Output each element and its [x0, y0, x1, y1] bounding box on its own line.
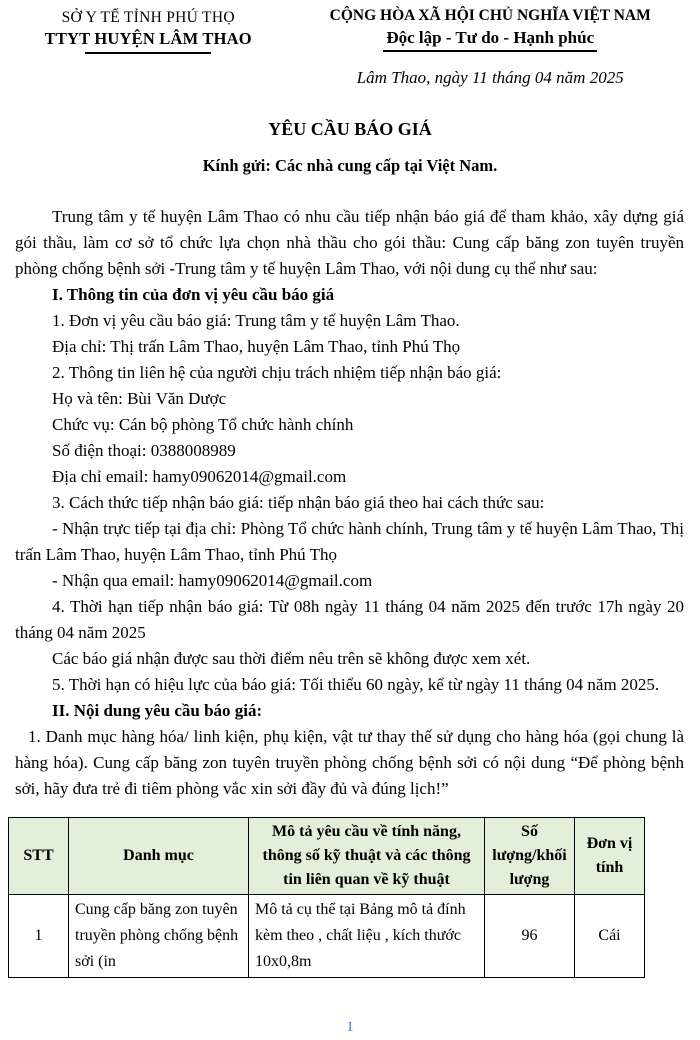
salutation-line: Kính gửi: Các nhà cung cấp tại Việt Nam.	[202, 156, 498, 175]
issuing-org-block	[8, 5, 288, 89]
receive-direct-line: - Nhận trực tiếp tại địa chỉ: Phòng Tổ chức hành chính, Trung tâm y tế huyện Lâm Thao, Thị trấn Lâm Thao, huyện Lâm Thao, tỉnh Phú Thọ	[15, 519, 684, 564]
contact-position-line: Chức vụ: Cán bộ phòng Tổ chức hành chính	[52, 415, 354, 434]
table-row	[9, 895, 645, 978]
cell-stt: 1	[9, 895, 69, 978]
document-header	[0, 0, 700, 89]
late-quotes-note: Các báo giá nhận được sau thời điểm nêu trên sẽ không được xem xét.	[52, 649, 531, 668]
org-name-underline	[85, 52, 211, 54]
national-title: CỘNG HÒA XÃ HỘI CHỦ NGHĨA VIỆT NAM	[329, 7, 651, 24]
validity-line: 5. Thời hạn có hiệu lực của báo giá: Tối thiểu 60 ngày, kể từ ngày 11 tháng 04 năm 2025.	[52, 675, 660, 694]
receive-email-line: - Nhận qua email: hamy09062014@gmail.com	[52, 571, 373, 590]
section-2-heading: II. Nội dung yêu cầu báo giá:	[52, 701, 263, 720]
header-cell-stt: STT	[9, 818, 69, 895]
cell-danh-muc: Cung cấp băng zon tuyên truyền phòng chống bệnh sởi (in	[69, 895, 249, 978]
address-line: Địa chỉ: Thị trấn Lâm Thao, huyện Lâm Thao, tỉnh Phú Thọ	[52, 337, 461, 356]
date-line: Lâm Thao, ngày 11 tháng 04 năm 2025	[356, 68, 624, 87]
contact-email-line: Địa chỉ email: hamy09062014@gmail.com	[52, 467, 347, 486]
contact-name-line: Họ và tên: Bùi Văn Dược	[52, 389, 227, 408]
quote-table-wrap	[8, 817, 700, 978]
contact-info-heading: 2. Thông tin liên hệ của người chịu trách nhiệm tiếp nhận báo giá:	[52, 363, 502, 382]
header-cell-don-vi: Đơn vị tính	[575, 818, 645, 895]
org-name: TTYT HUYỆN LÂM THAO	[44, 29, 252, 48]
goods-list-paragraph: 1. Danh mục hàng hóa/ linh kiện, phụ kiện, vật tư thay thế sử dụng cho hàng hóa (gọi chung là hàng hóa). Cung cấp băng zon tuyên truyền phòng chống bệnh sởi có nội dung “Để phòng bệnh sởi, hãy đưa trẻ đi tiêm phòng vắc xin sởi đầy đủ và đúng lịch!”	[15, 727, 684, 798]
quote-table	[8, 817, 645, 978]
section-1-heading: I. Thông tin của đơn vị yêu cầu báo giá	[52, 285, 335, 304]
national-motto-block	[288, 5, 692, 89]
header-cell-danh-muc: Danh mục	[69, 818, 249, 895]
national-motto-wrap	[288, 26, 692, 52]
cell-mo-ta: Mô tả cụ thể tại Bảng mô tả đính kèm theo , chất liệu , kích thước 10x0,8m	[249, 895, 485, 978]
receive-method-heading: 3. Cách thức tiếp nhận báo giá: tiếp nhận báo giá theo hai cách thức sau:	[52, 493, 545, 512]
deadline-line: 4. Thời hạn tiếp nhận báo giá: Từ 08h ngày 11 tháng 04 năm 2025 đến trước 17h ngày 20 tháng 04 năm 2025	[15, 597, 684, 642]
page-title: YÊU CẦU BÁO GIÁ	[268, 119, 432, 139]
page-number: 1	[346, 1019, 354, 1035]
intro-paragraph: Trung tâm y tế huyện Lâm Thao có nhu cầu tiếp nhận báo giá để tham khảo, xây dựng giá gói thầu, làm cơ sở tổ chức lựa chọn nhà thầu cho gói thầu: Cung cấp băng zon tuyên truyền phòng chống bệnh sởi -Trung tâm y tế huyện Lâm Thao, với nội dung cụ thể như sau:	[15, 207, 684, 278]
contact-phone-line: Số điện thoại: 0388008989	[52, 441, 236, 460]
header-cell-mo-ta: Mô tả yêu cầu về tính năng, thông số kỹ thuật và các thông tin liên quan về kỹ thuật	[249, 818, 485, 895]
cell-so-luong: 96	[485, 895, 575, 978]
header-cell-so-luong: Số lượng/khối lượng	[485, 818, 575, 895]
document-body	[0, 204, 700, 802]
table-header-row	[9, 818, 645, 895]
org-parent-name: SỞ Y TẾ TỈNH PHÚ THỌ	[61, 9, 235, 26]
cell-don-vi: Cái	[575, 895, 645, 978]
national-motto: Độc lập - Tư do - Hạnh phúc	[383, 26, 597, 52]
requesting-unit-line: 1. Đơn vị yêu cầu báo giá: Trung tâm y tế huyện Lâm Thao.	[52, 311, 460, 330]
